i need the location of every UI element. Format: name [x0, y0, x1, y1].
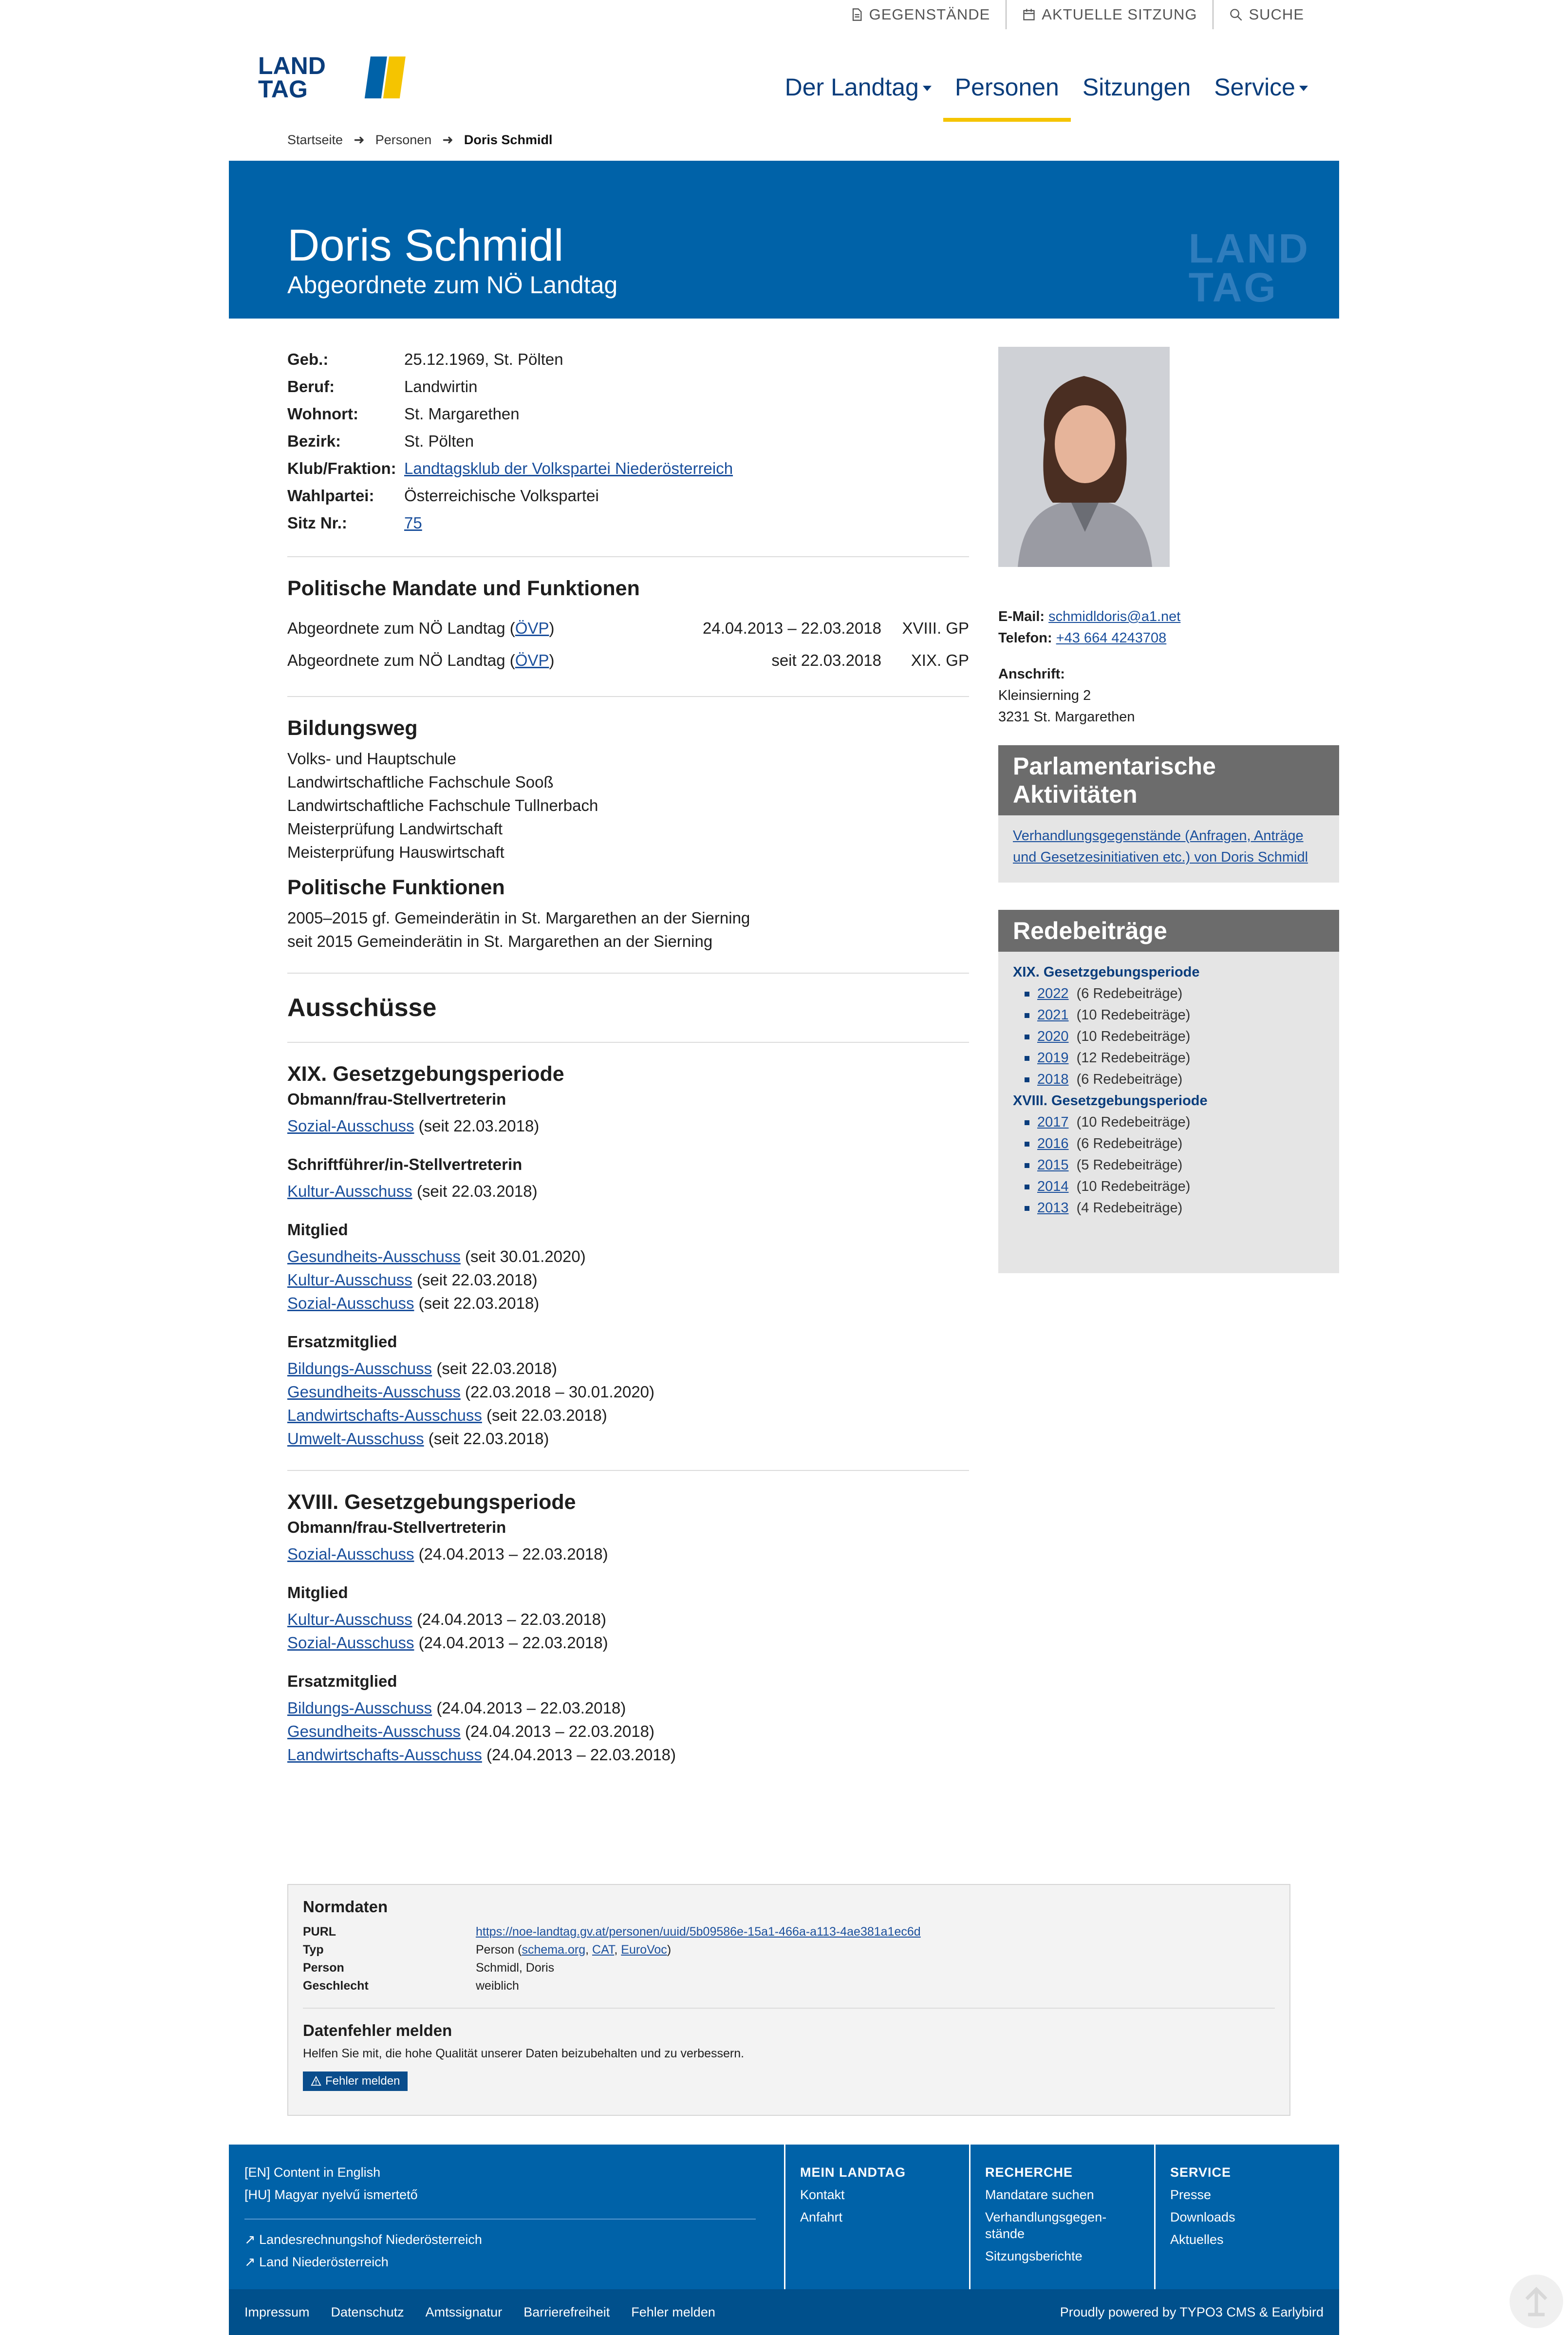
footer-col-recherche — [985, 2145, 1151, 2289]
speech-count: (10 Redebeiträge) — [1076, 1179, 1191, 1194]
committee-date: (seit 22.03.2018) — [416, 1271, 538, 1289]
committee-entry — [287, 1696, 969, 1720]
normdaten-row — [303, 1977, 1275, 1995]
committees-heading: Ausschüsse — [287, 994, 437, 1022]
document-icon — [850, 8, 863, 21]
mandate-role-text: Abgeordnete zum NÖ Landtag — [287, 651, 505, 669]
footer-impressum[interactable]: Impressum — [244, 2304, 310, 2319]
footer-col-heading: MEIN LANDTAG — [800, 2165, 906, 2180]
committee-date: (24.04.2013 – 22.03.2018) — [416, 1610, 606, 1628]
divider — [287, 1042, 969, 1043]
error-report-text: Helfen Sie mit, die hohe Qualität unserer Daten beizubehalten und zu verbessern. — [303, 2047, 745, 2060]
committee-link[interactable]: Gesundheits-Ausschuss — [287, 1722, 461, 1740]
committee-role: Schriftführer/in-Stellvertreterin — [287, 1155, 523, 1173]
phone-link[interactable]: +43 664 4243708 — [1056, 630, 1167, 646]
normdaten-key: Geschlecht — [303, 1979, 369, 1993]
list-item: seit 2015 Gemeinderätin in St. Margarethen an der Sierning — [287, 932, 713, 950]
nav-label: Personen — [954, 74, 1059, 101]
powered-by: Proudly powered by TYPO3 CMS & Earlybird — [1060, 2304, 1324, 2319]
footer-col-heading: SERVICE — [1170, 2165, 1232, 2180]
footer-lang-en[interactable]: [EN] Content in English — [244, 2165, 381, 2180]
committee-entry — [287, 1380, 969, 1404]
topbar-aktuelle-sitzung[interactable] — [1006, 0, 1213, 29]
info-row — [287, 482, 969, 509]
committee-link[interactable]: Landwirtschafts-Ausschuss — [287, 1746, 482, 1764]
speech-count: (6 Redebeiträge) — [1076, 1072, 1183, 1087]
committee-period — [287, 1062, 969, 1450]
committee-role: Ersatzmitglied — [287, 1333, 397, 1351]
footer-link[interactable]: Anfahrt — [800, 2210, 843, 2224]
footer-fehler-melden[interactable]: Fehler melden — [631, 2304, 715, 2319]
wm-line2: TAG — [1188, 264, 1278, 310]
committee-entry — [287, 1543, 969, 1566]
committee-entry — [287, 1357, 969, 1380]
activities-box — [998, 745, 1339, 883]
functions-section — [287, 876, 969, 953]
typ-suffix: ) — [667, 1943, 672, 1957]
committee-period — [287, 1490, 969, 1767]
mandates-section — [287, 577, 969, 677]
committee-date: (seit 30.01.2020) — [465, 1247, 586, 1265]
speech-year-list — [1013, 1111, 1325, 1219]
party-link[interactable]: ÖVP — [515, 651, 549, 669]
scroll-to-top-button[interactable] — [1510, 2275, 1563, 2328]
footer-divider — [969, 2145, 971, 2289]
nav-der-landtag[interactable] — [773, 73, 943, 122]
info-value: 25.12.1969, St. Pölten — [404, 350, 563, 368]
nav-personen[interactable] — [943, 73, 1071, 122]
email-row — [998, 606, 1339, 627]
page-subtitle: Abgeordnete zum NÖ Landtag — [287, 271, 618, 299]
speech-count: (10 Redebeiträge) — [1076, 1007, 1191, 1023]
breadcrumb-personen[interactable]: Personen — [375, 132, 432, 147]
mandate-dates: 24.04.2013 – 22.03.2018 — [702, 619, 881, 637]
arrow-right-icon: ➜ — [354, 132, 365, 147]
committee-date: (24.04.2013 – 22.03.2018) — [418, 1634, 608, 1652]
eurovoc-link[interactable]: EuroVoc — [621, 1943, 667, 1957]
speech-year-link[interactable]: 2019 — [1037, 1050, 1069, 1066]
button-label: Fehler melden — [325, 2074, 400, 2088]
normdaten-row — [303, 1923, 1275, 1941]
info-key: Wahlpartei: — [287, 487, 374, 505]
email-link[interactable]: schmidldoris@a1.net — [1048, 609, 1181, 624]
committee-entry — [287, 1292, 969, 1315]
info-row — [287, 509, 969, 537]
portrait-illustration — [998, 347, 1170, 567]
education-list — [287, 747, 969, 864]
divider — [303, 2008, 1275, 2009]
main-navigation — [773, 73, 1320, 122]
footer-datenschutz[interactable]: Datenschutz — [331, 2304, 404, 2319]
normdaten-key: Person — [303, 1961, 344, 1975]
info-key: Bezirk: — [287, 432, 341, 450]
footer-link[interactable]: Aktuelles — [1170, 2232, 1224, 2247]
committee-role: Mitglied — [287, 1583, 348, 1601]
footer-link[interactable]: Mandatare suchen — [985, 2187, 1094, 2202]
arrow-up-icon — [1510, 2275, 1563, 2328]
top-utility-bar — [834, 0, 1320, 29]
footer-divider — [1154, 2145, 1156, 2289]
footer-external-link[interactable] — [244, 2251, 770, 2273]
sidebar — [998, 347, 1339, 1273]
committee-role: Obmann/frau-Stellvertreterin — [287, 1090, 506, 1108]
speeches-body — [998, 952, 1339, 1273]
committee-role: Mitglied — [287, 1221, 348, 1239]
info-key: Geb.: — [287, 350, 329, 368]
committee-entry — [287, 1427, 969, 1450]
speech-count: (12 Redebeiträge) — [1076, 1050, 1191, 1066]
warning-icon — [311, 2076, 321, 2087]
footer-col-mein-landtag — [800, 2145, 966, 2289]
committee-date: (24.04.2013 – 22.03.2018) — [436, 1699, 626, 1717]
speech-year-item — [1037, 1133, 1325, 1154]
landtag-logo[interactable] — [258, 53, 414, 99]
committee-date: (24.04.2013 – 22.03.2018) — [486, 1746, 676, 1764]
committee-entry — [287, 1631, 969, 1655]
phone-row — [998, 627, 1339, 649]
info-value: Landwirtin — [404, 377, 478, 395]
speech-year-item — [1037, 1176, 1325, 1197]
footer-link[interactable]: Presse — [1170, 2187, 1212, 2202]
committee-date: (24.04.2013 – 22.03.2018) — [418, 1545, 608, 1563]
committee-date: (seit 22.03.2018) — [418, 1117, 540, 1135]
speech-year-link[interactable]: 2016 — [1037, 1136, 1069, 1151]
speech-year-link[interactable]: 2020 — [1037, 1029, 1069, 1044]
info-value: St. Pölten — [404, 432, 474, 450]
committee-link[interactable]: Bildungs-Ausschuss — [287, 1359, 432, 1377]
caret-down-icon — [923, 86, 932, 91]
speech-count: (6 Redebeiträge) — [1076, 1136, 1183, 1151]
divider — [244, 2219, 756, 2220]
footer-link[interactable]: Downloads — [1170, 2210, 1235, 2224]
activities-heading: Parlamentarische Aktivitäten — [998, 745, 1339, 815]
education-section — [287, 716, 969, 864]
page-margin-left — [0, 0, 229, 2335]
activities-link[interactable]: Verhandlungsgegenstände (Anfragen, Anträge und Gesetzesinitiativen etc.) von Doris Schmidl — [1013, 828, 1308, 865]
divider — [287, 556, 969, 557]
phone-label: Telefon: — [998, 630, 1052, 646]
address-label: Anschrift: — [998, 666, 1065, 682]
list-item: Volks- und Hauptschule — [287, 750, 456, 768]
committee-date: (seit 22.03.2018) — [418, 1294, 540, 1312]
list-item: 2005–2015 gf. Gemeinderätin in St. Margarethen an der Sierning — [287, 909, 750, 927]
period-heading: XVIII. Gesetzgebungsperiode — [287, 1490, 576, 1514]
hero-banner — [229, 161, 1339, 319]
footer-col-links — [244, 2145, 770, 2289]
divider — [287, 696, 969, 697]
calendar-icon — [1022, 8, 1036, 21]
footer-amtssignatur[interactable]: Amtssignatur — [425, 2304, 503, 2319]
topbar-label: AKTUELLE SITZUNG — [1042, 6, 1197, 23]
portrait-photo — [998, 347, 1170, 567]
speech-year-item — [1037, 1154, 1325, 1176]
committee-date: (24.04.2013 – 22.03.2018) — [465, 1722, 655, 1740]
info-key: Sitz Nr.: — [287, 514, 347, 532]
contact-block — [998, 606, 1339, 728]
speech-year-link[interactable]: 2017 — [1037, 1114, 1069, 1130]
footer-col-service — [1170, 2145, 1336, 2289]
info-row — [287, 346, 969, 373]
search-icon — [1229, 8, 1243, 21]
speech-year-link[interactable]: 2018 — [1037, 1072, 1069, 1087]
committee-link[interactable]: Kultur-Ausschuss — [287, 1610, 412, 1628]
speech-year-link[interactable]: 2022 — [1037, 986, 1069, 1001]
speech-year-item — [1037, 1047, 1325, 1069]
committee-link[interactable]: Landwirtschafts-Ausschuss — [287, 1406, 482, 1424]
footer-link[interactable]: Verhandlungsgegen-stände — [985, 2210, 1107, 2241]
footer-divider — [784, 2145, 785, 2289]
committee-entry — [287, 1268, 969, 1292]
email-label: E-Mail: — [998, 609, 1045, 624]
info-value: St. Margarethen — [404, 405, 520, 423]
list-item: Landwirtschaftliche Fachschule Tullnerbach — [287, 796, 598, 814]
nav-label: Service — [1214, 74, 1295, 101]
speech-year-link[interactable]: 2014 — [1037, 1179, 1069, 1194]
error-report-heading: Datenfehler melden — [303, 2021, 452, 2039]
normdaten-value: Schmidl, Doris — [476, 1961, 555, 1975]
nav-sitzungen[interactable] — [1071, 73, 1202, 122]
section-heading: Politische Mandate und Funktionen — [287, 577, 640, 600]
info-key: Beruf: — [287, 377, 335, 395]
section-heading: Politische Funktionen — [287, 876, 505, 899]
mandate-role: Abgeordnete zum NÖ Landtag (ÖVP) — [287, 651, 555, 669]
mandate-dates: seit 22.03.2018 — [771, 651, 881, 669]
committee-date: (seit 22.03.2018) — [416, 1182, 538, 1200]
committee-role: Ersatzmitglied — [287, 1672, 397, 1690]
breadcrumb-current: Doris Schmidl — [464, 132, 553, 147]
speech-year-link[interactable]: 2021 — [1037, 1007, 1069, 1023]
normdaten-heading: Normdaten — [303, 1898, 388, 1916]
committee-date: (22.03.2018 – 30.01.2020) — [465, 1383, 655, 1401]
page-title: Doris Schmidl — [287, 221, 564, 270]
logo-line1: LAND — [258, 53, 326, 79]
committee-role: Obmann/frau-Stellvertreterin — [287, 1518, 506, 1536]
speech-year-item — [1037, 1111, 1325, 1133]
committee-link[interactable]: Sozial-Ausschuss — [287, 1294, 414, 1312]
footer-link-label: Landesrechnungshof Niederösterreich — [259, 2232, 482, 2247]
info-value: Österreichische Volkspartei — [404, 487, 599, 505]
speech-year-link[interactable]: 2015 — [1037, 1157, 1069, 1173]
normdaten-row — [303, 1959, 1275, 1977]
address-street: Kleinsierning 2 — [998, 688, 1091, 703]
activities-body — [998, 815, 1339, 883]
wm-line1: LAND — [1188, 226, 1310, 271]
speech-count: (5 Redebeiträge) — [1076, 1157, 1183, 1173]
footer-link-label: Land Niederösterreich — [259, 2255, 389, 2269]
footer-col-heading: RECHERCHE — [985, 2165, 1073, 2180]
breadcrumb — [287, 132, 552, 148]
info-row — [287, 428, 969, 455]
speech-count: (4 Redebeiträge) — [1076, 1200, 1183, 1216]
speech-year-item — [1037, 983, 1325, 1004]
speech-year-item — [1037, 1026, 1325, 1047]
speech-period-heading: XIX. Gesetzgebungsperiode — [1013, 964, 1200, 980]
topbar-gegenstaende[interactable] — [834, 0, 1006, 29]
typ-prefix: Person ( — [476, 1943, 522, 1957]
speech-year-link[interactable]: 2013 — [1037, 1200, 1069, 1216]
divider — [287, 1470, 969, 1471]
committee-link[interactable]: Gesundheits-Ausschuss — [287, 1383, 461, 1401]
committee-link[interactable]: Gesundheits-Ausschuss — [287, 1247, 461, 1265]
committee-date: (seit 22.03.2018) — [436, 1359, 557, 1377]
address-city: 3231 St. Margarethen — [998, 709, 1135, 725]
footer-lang-hu[interactable]: [HU] Magyar nyelvű ismertető — [244, 2187, 418, 2202]
topbar-label: SUCHE — [1249, 6, 1304, 23]
info-row — [287, 455, 969, 482]
footer-bottom-bar — [229, 2289, 1339, 2335]
info-key: Klub/Fraktion: — [287, 459, 396, 477]
mandate-gp: XIX. GP — [911, 651, 969, 669]
committee-entry — [287, 1114, 969, 1138]
speech-count: (10 Redebeiträge) — [1076, 1114, 1191, 1130]
mandate-row — [287, 612, 969, 644]
committee-entry — [287, 1245, 969, 1268]
committee-link[interactable]: Sozial-Ausschuss — [287, 1117, 414, 1135]
mandate-role: Abgeordnete zum NÖ Landtag (ÖVP) — [287, 619, 555, 637]
report-error-button[interactable] — [303, 2071, 408, 2091]
footer-link[interactable]: Kontakt — [800, 2187, 845, 2202]
committee-entry — [287, 1180, 969, 1203]
nav-service[interactable] — [1202, 73, 1320, 122]
mandate-row — [287, 644, 969, 677]
speech-count: (10 Redebeiträge) — [1076, 1029, 1191, 1044]
klub-link[interactable]: Landtagsklub der Volkspartei Niederösterreich — [404, 459, 733, 477]
breadcrumb-startseite[interactable]: Startseite — [287, 132, 343, 147]
committee-date: (seit 22.03.2018) — [486, 1406, 607, 1424]
speeches-heading: Redebeiträge — [998, 910, 1339, 952]
list-item: Meisterprüfung Landwirtschaft — [287, 820, 503, 838]
footer — [229, 2145, 1339, 2289]
speech-count: (6 Redebeiträge) — [1076, 986, 1183, 1001]
normdaten-row — [303, 1941, 1275, 1959]
footer-external-link[interactable] — [244, 2228, 770, 2251]
divider — [287, 973, 969, 974]
caret-down-icon — [1299, 86, 1308, 91]
nav-label: Sitzungen — [1082, 74, 1191, 101]
main-content — [287, 346, 969, 1767]
normdaten-box — [287, 1884, 1290, 2116]
speech-year-list — [1013, 983, 1325, 1090]
topbar-suche[interactable] — [1213, 0, 1320, 29]
schema-org-link[interactable]: schema.org — [522, 1943, 586, 1957]
external-link-icon: ↗ — [244, 2255, 256, 2269]
normdaten-value: weiblich — [476, 1979, 519, 1993]
cat-link[interactable]: CAT — [592, 1943, 615, 1957]
external-link-icon: ↗ — [244, 2232, 256, 2247]
arrow-right-icon: ➜ — [442, 132, 453, 147]
info-row — [287, 400, 969, 428]
info-row — [287, 373, 969, 400]
speech-year-item — [1037, 1004, 1325, 1026]
personal-info — [287, 346, 969, 537]
mandate-role-text: Abgeordnete zum NÖ Landtag — [287, 619, 505, 637]
list-item: Landwirtschaftliche Fachschule Sooß — [287, 773, 554, 791]
speech-year-item — [1037, 1069, 1325, 1090]
footer-link[interactable]: Sitzungsberichte — [985, 2249, 1083, 2263]
speech-year-item — [1037, 1197, 1325, 1219]
list-item: Meisterprüfung Hauswirtschaft — [287, 843, 504, 861]
normdaten-key: Typ — [303, 1943, 324, 1957]
purl-link[interactable]: https://noe-landtag.gv.at/personen/uuid/5b09586e-15a1-466a-a113-4ae381a1ec6d — [476, 1925, 921, 1939]
committee-link[interactable]: Kultur-Ausschuss — [287, 1182, 412, 1200]
nav-label: Der Landtag — [784, 74, 919, 101]
info-key: Wohnort: — [287, 405, 359, 423]
committee-link[interactable]: Bildungs-Ausschuss — [287, 1699, 432, 1717]
committee-link[interactable]: Sozial-Ausschuss — [287, 1634, 414, 1652]
committee-link[interactable]: Umwelt-Ausschuss — [287, 1430, 424, 1448]
content-container — [229, 0, 1339, 2335]
topbar-label: GEGENSTÄNDE — [869, 6, 990, 23]
committee-entry — [287, 1743, 969, 1767]
hero-logo-watermark — [1188, 226, 1310, 310]
committee-link[interactable]: Kultur-Ausschuss — [287, 1271, 412, 1289]
mandate-gp: XVIII. GP — [902, 619, 969, 637]
period-heading: XIX. Gesetzgebungsperiode — [287, 1062, 564, 1086]
speeches-box — [998, 910, 1339, 1273]
committee-date: (seit 22.03.2018) — [428, 1430, 549, 1448]
logo-line2: TAG — [258, 75, 308, 99]
party-link[interactable]: ÖVP — [515, 619, 549, 637]
normdaten-key: PURL — [303, 1925, 336, 1939]
functions-list — [287, 906, 969, 953]
committee-entry — [287, 1608, 969, 1631]
footer-barrierefreiheit[interactable]: Barrierefreiheit — [523, 2304, 610, 2319]
committee-entry — [287, 1404, 969, 1427]
seat-link[interactable]: 75 — [404, 514, 422, 532]
speech-period-heading: XVIII. Gesetzgebungsperiode — [1013, 1093, 1208, 1109]
committee-entry — [287, 1720, 969, 1743]
normdaten-value: Person (schema.org, CAT, EuroVoc) — [476, 1943, 672, 1957]
committee-link[interactable]: Sozial-Ausschuss — [287, 1545, 414, 1563]
section-heading: Bildungsweg — [287, 716, 418, 740]
